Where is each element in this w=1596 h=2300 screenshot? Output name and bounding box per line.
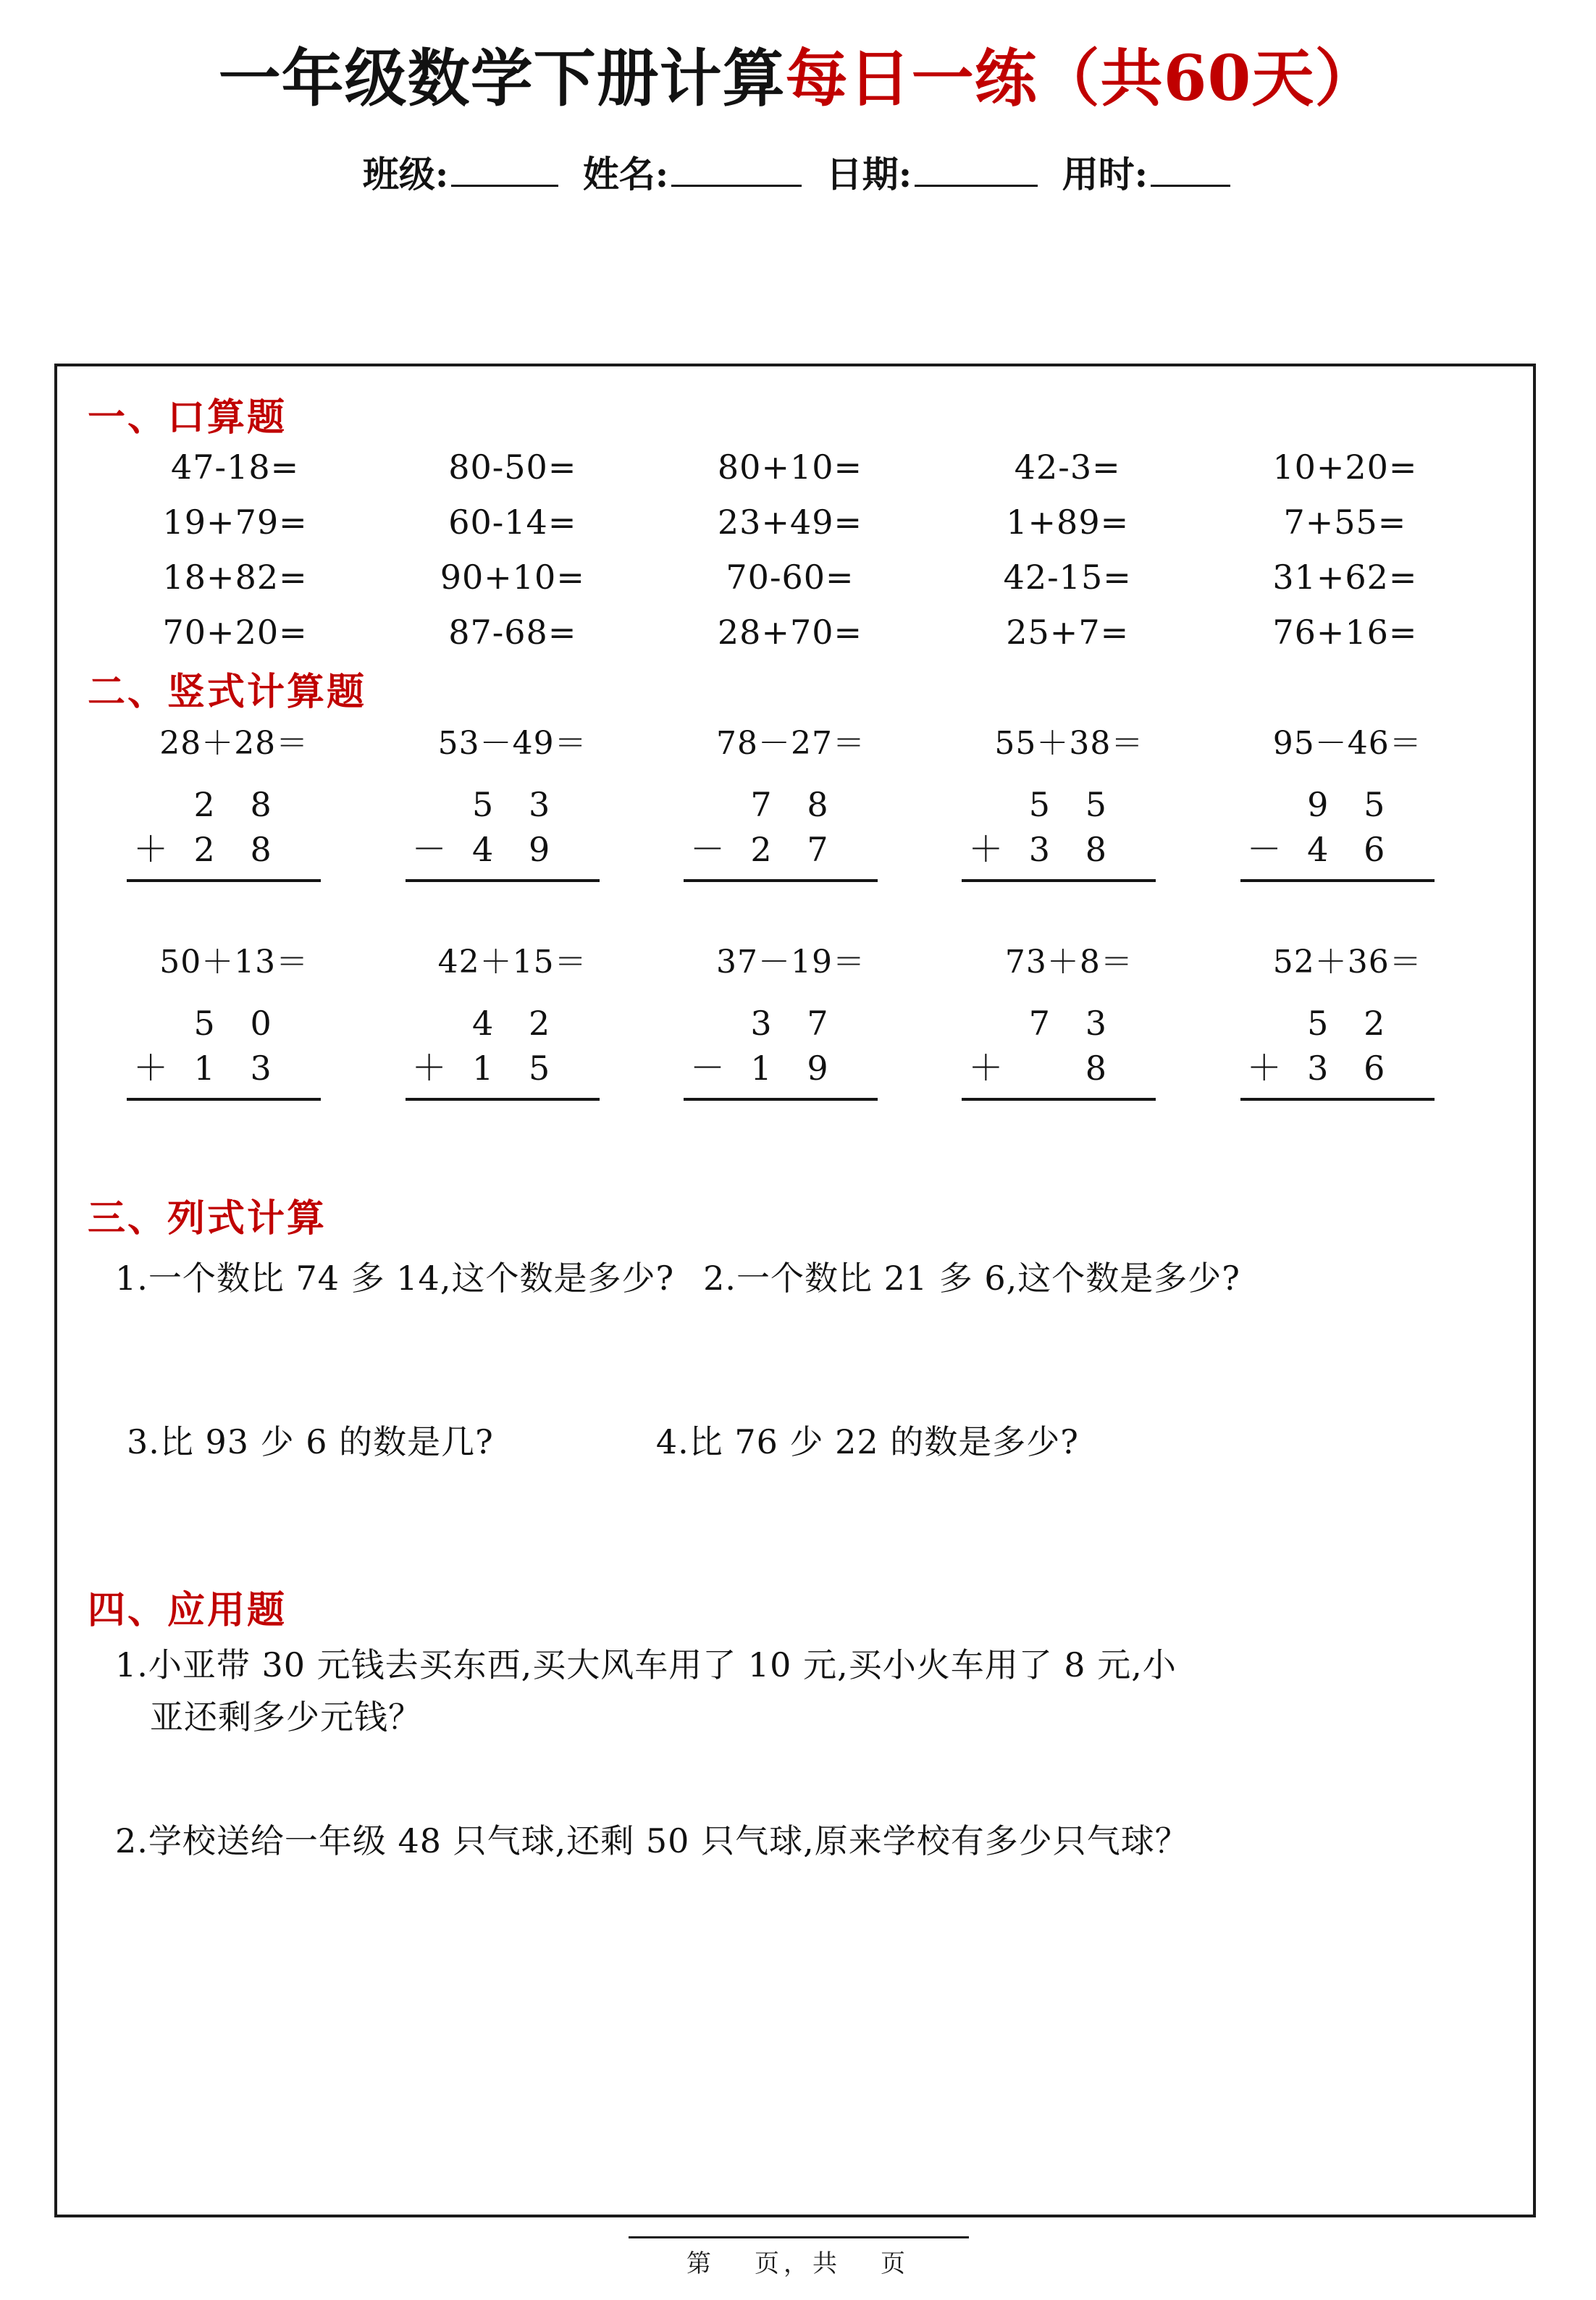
expression-question[interactable]: 3.比 93 少 6 的数是几?: [127, 1422, 494, 1462]
vertical-digit: 3: [750, 1004, 772, 1044]
oral-problem[interactable]: 60-14=: [448, 503, 577, 542]
vertical-bottom-line: [960, 1046, 1177, 1091]
oral-arithmetic-grid: [82, 442, 1508, 657]
vertical-bottom-line: [404, 1046, 621, 1091]
vertical-operator: ＋: [968, 1048, 1004, 1089]
vertical-problem: [95, 717, 373, 882]
date-label: 日期:: [826, 152, 912, 196]
vertical-digit: 1: [471, 1049, 494, 1088]
vertical-digit: 4: [471, 830, 494, 870]
vertical-operator: ＋: [133, 829, 169, 870]
vertical-answer-rule[interactable]: [406, 1098, 600, 1101]
vertical-problem: [1209, 717, 1487, 882]
vertical-digit: 3: [250, 1049, 272, 1088]
page-title-black: 一年级数学下册计算: [218, 42, 786, 115]
vertical-problem: [95, 936, 373, 1101]
class-blank[interactable]: [451, 154, 558, 187]
vertical-top-line: [682, 1001, 899, 1046]
oral-problem[interactable]: 7+55=: [1283, 503, 1407, 542]
section-heading-vertical: 二、竖式计算题: [88, 670, 367, 715]
footer-divider: [629, 2236, 969, 2238]
answer-space[interactable]: [82, 1300, 1508, 1416]
vertical-digit: 6: [1364, 830, 1385, 870]
vertical-top-line: [125, 782, 343, 827]
vertical-columns: [125, 782, 343, 882]
vertical-columns: [682, 782, 899, 882]
vertical-operator: －: [411, 829, 447, 870]
vertical-digit: 2: [193, 830, 215, 870]
vertical-digit: 3: [528, 785, 550, 825]
vertical-top-line: [960, 1001, 1177, 1046]
name-field: [583, 146, 805, 198]
vertical-digit: 4: [471, 1004, 494, 1044]
vertical-digit: 2: [193, 785, 215, 825]
vertical-operator: ＋: [411, 1048, 447, 1089]
vertical-answer-rule[interactable]: [406, 879, 600, 882]
oral-problem[interactable]: 87-68=: [448, 613, 577, 652]
word-problem-1[interactable]: [115, 1640, 1508, 1743]
vertical-columns: [1239, 1001, 1456, 1101]
vertical-operator: －: [1246, 829, 1282, 870]
date-blank[interactable]: [915, 154, 1038, 187]
vertical-operator: －: [689, 1048, 725, 1089]
vertical-problem: [652, 936, 930, 1101]
vertical-bottom-line: [125, 827, 343, 872]
student-info-line: [0, 146, 1596, 198]
oral-problem[interactable]: 80-50=: [448, 448, 577, 487]
vertical-columns: [404, 782, 621, 882]
vertical-columns: [960, 1001, 1177, 1101]
vertical-digit: 9: [1307, 785, 1329, 825]
vertical-columns: [125, 1001, 343, 1101]
vertical-operator: －: [689, 829, 725, 870]
vertical-top-line: [1239, 782, 1456, 827]
vertical-problem: [930, 717, 1208, 882]
vertical-digit: 5: [1364, 785, 1385, 825]
vertical-answer-rule[interactable]: [1240, 1098, 1435, 1101]
vertical-answer-rule[interactable]: [684, 879, 878, 882]
vertical-bottom-line: [682, 827, 899, 872]
expression-question[interactable]: 2.一个数比 21 多 6,这个数是多少?: [703, 1259, 1240, 1298]
vertical-problem: [930, 936, 1208, 1101]
vertical-answer-rule[interactable]: [684, 1098, 878, 1101]
vertical-top-line: [960, 782, 1177, 827]
oral-problem[interactable]: 70+20=: [162, 613, 308, 652]
vertical-columns: [1239, 782, 1456, 882]
vertical-bottom-line: [1239, 1046, 1456, 1091]
expression-question[interactable]: 4.比 76 少 22 的数是多少?: [655, 1422, 1079, 1462]
vertical-digit: 5: [528, 1049, 550, 1088]
class-label: 班级:: [362, 152, 449, 196]
name-blank[interactable]: [671, 154, 802, 187]
answer-space[interactable]: [82, 1464, 1508, 1579]
vertical-digit: 8: [250, 830, 272, 870]
vertical-problem: [652, 717, 930, 882]
vertical-answer-rule[interactable]: [1240, 879, 1435, 882]
vertical-answer-rule[interactable]: [962, 879, 1156, 882]
vertical-expression[interactable]: 73＋8＝: [1004, 944, 1133, 981]
name-label: 姓名:: [582, 152, 669, 196]
vertical-digit: 7: [750, 785, 772, 825]
vertical-digit: 8: [1085, 830, 1107, 870]
vertical-expression[interactable]: 52＋36＝: [1272, 944, 1422, 981]
oral-problem[interactable]: 1+89=: [1006, 503, 1130, 542]
vertical-digit: 7: [807, 1004, 828, 1044]
duration-field: [1062, 146, 1233, 198]
section-heading-expression: 三、列式计算: [88, 1196, 327, 1241]
vertical-top-line: [125, 1001, 343, 1046]
vertical-columns: [404, 1001, 621, 1101]
footer-suffix: 页: [881, 2249, 910, 2278]
vertical-bottom-line: [1239, 827, 1456, 872]
vertical-problem: [1209, 936, 1487, 1101]
vertical-digit: 5: [193, 1004, 215, 1044]
vertical-digit: 4: [1307, 830, 1329, 870]
oral-problem[interactable]: 31+62=: [1272, 558, 1418, 597]
vertical-expression[interactable]: 53－49＝: [437, 725, 587, 763]
vertical-top-line: [682, 782, 899, 827]
word-problem-2[interactable]: [115, 1816, 1508, 1867]
vertical-calculation-block: [82, 717, 1508, 1101]
spacer: [82, 1101, 1508, 1188]
vertical-digit: 3: [1085, 1004, 1107, 1044]
vertical-digit: 7: [1028, 1004, 1051, 1044]
page-title: [0, 42, 1596, 115]
vertical-answer-rule[interactable]: [962, 1098, 1156, 1101]
vertical-expression[interactable]: 37－19＝: [716, 944, 865, 981]
vertical-digit: 5: [1307, 1004, 1329, 1044]
vertical-digit: 1: [750, 1049, 772, 1088]
vertical-expression[interactable]: 78－27＝: [716, 725, 865, 763]
vertical-expression[interactable]: 55＋38＝: [994, 725, 1144, 763]
answer-space[interactable]: [82, 1743, 1508, 1816]
expression-question[interactable]: 1.一个数比 74 多 14,这个数是多少?: [115, 1259, 675, 1298]
oral-problem[interactable]: 19+79=: [162, 503, 308, 542]
oral-problem[interactable]: 70-60=: [726, 558, 854, 597]
expression-question-row-1: [115, 1252, 1508, 1300]
page-title-red: 每日一练（共60天）: [785, 42, 1378, 115]
vertical-digit: 8: [807, 785, 828, 825]
class-field: [363, 146, 561, 198]
vertical-row-1: [95, 717, 1487, 882]
vertical-digit: 2: [1364, 1004, 1385, 1044]
oral-problem[interactable]: 25+7=: [1006, 613, 1130, 652]
word-problem-2-line1: 2.学校送给一年级 48 只气球,还剩 50 只气球,原来学校有多少只气球？: [115, 1821, 1189, 1860]
vertical-digit: 9: [528, 830, 550, 870]
oral-problem[interactable]: 47-18=: [171, 448, 300, 487]
vertical-digit: 6: [1364, 1049, 1385, 1088]
vertical-digit: 8: [1085, 1049, 1107, 1088]
vertical-bottom-line: [125, 1046, 343, 1091]
date-field: [826, 146, 1041, 198]
vertical-columns: [960, 782, 1177, 882]
footer-prefix: 第: [686, 2249, 715, 2278]
vertical-expression[interactable]: 42＋15＝: [437, 944, 587, 981]
page-footer: [0, 2244, 1596, 2279]
word-problem-1-line1: 1.小亚带 30 元钱去买东西,买大风车用了 10 元,买小火车用了 8 元,小: [115, 1645, 1177, 1685]
vertical-digit: 9: [807, 1049, 828, 1088]
vertical-operator: ＋: [968, 829, 1004, 870]
oral-problem[interactable]: 42-3=: [1014, 448, 1121, 487]
vertical-top-line: [404, 782, 621, 827]
vertical-digit: 1: [193, 1049, 215, 1088]
vertical-columns: [682, 1001, 899, 1101]
vertical-digit: 3: [1028, 830, 1051, 870]
vertical-top-line: [1239, 1001, 1456, 1046]
vertical-top-line: [404, 1001, 621, 1046]
vertical-digit: 3: [1307, 1049, 1329, 1088]
vertical-operator: ＋: [1246, 1048, 1282, 1089]
vertical-bottom-line: [682, 1046, 899, 1091]
vertical-bottom-line: [404, 827, 621, 872]
vertical-problem: [373, 936, 651, 1101]
vertical-expression[interactable]: 50＋13＝: [159, 944, 309, 981]
vertical-digit: 8: [250, 785, 272, 825]
vertical-digit: 5: [471, 785, 494, 825]
footer-text: [686, 2249, 910, 2278]
oral-problem[interactable]: 90+10=: [440, 558, 585, 597]
vertical-operator: ＋: [133, 1048, 169, 1089]
vertical-digit: 2: [750, 830, 772, 870]
vertical-digit: 0: [250, 1004, 272, 1044]
vertical-answer-rule[interactable]: [127, 879, 321, 882]
vertical-digit: 2: [528, 1004, 550, 1044]
oral-problem[interactable]: 23+49=: [717, 503, 863, 542]
oral-problem[interactable]: 42-15=: [1003, 558, 1132, 597]
oral-problem[interactable]: 80+10=: [717, 448, 863, 487]
vertical-problem: [373, 717, 651, 882]
oral-problem[interactable]: 76+16=: [1272, 613, 1418, 652]
vertical-bottom-line: [960, 827, 1177, 872]
duration-label: 用时:: [1062, 152, 1148, 196]
vertical-digit: 5: [1085, 785, 1107, 825]
expression-question-row-2: [127, 1416, 1508, 1464]
vertical-digit: 5: [1028, 785, 1051, 825]
section-heading-word-problems: 四、应用题: [88, 1588, 287, 1633]
footer-middle: 页，共: [755, 2249, 841, 2278]
vertical-expression[interactable]: 95－46＝: [1272, 725, 1422, 763]
oral-problem[interactable]: 10+20=: [1272, 448, 1418, 487]
vertical-answer-rule[interactable]: [127, 1098, 321, 1101]
vertical-row-2: [95, 936, 1487, 1101]
oral-problem[interactable]: 28+70=: [717, 613, 863, 652]
worksheet-body: [54, 364, 1536, 2217]
word-problem-1-line2: 亚还剩多少元钱？: [150, 1697, 422, 1737]
vertical-digit: 7: [807, 830, 828, 870]
section-heading-oral: 一、口算题: [88, 395, 287, 440]
vertical-expression[interactable]: 28＋28＝: [159, 725, 309, 763]
oral-problem[interactable]: 18+82=: [162, 558, 308, 597]
duration-blank[interactable]: [1151, 154, 1230, 187]
